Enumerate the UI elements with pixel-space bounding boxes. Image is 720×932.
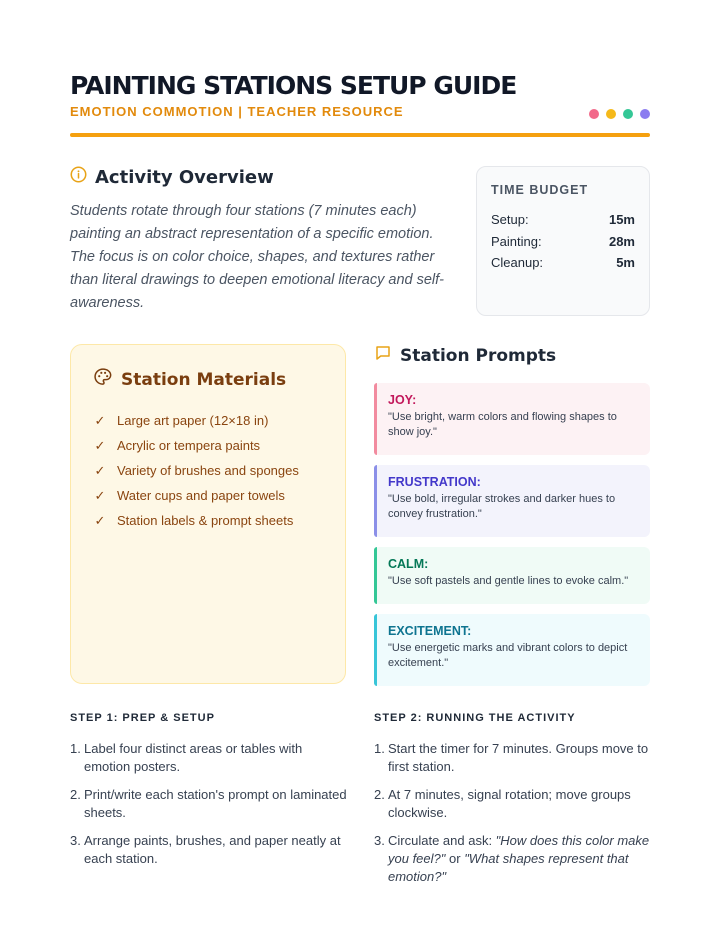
budget-row-setup	[491, 209, 635, 231]
prompts-title: Station Prompts	[400, 345, 557, 366]
budget-value: 28m	[608, 233, 635, 249]
dot-yellow	[606, 109, 616, 119]
dot-pink	[589, 109, 599, 119]
list-item	[70, 832, 350, 868]
check-icon: ✓	[94, 462, 106, 478]
prompt-joy	[374, 383, 650, 455]
step-number: 3.	[374, 833, 385, 848]
step-2-list	[374, 740, 654, 886]
list-item	[93, 458, 323, 483]
material-label: Water cups and paper towels	[117, 488, 285, 503]
dot-green	[623, 109, 633, 119]
step-text	[388, 832, 654, 886]
check-icon: ✓	[94, 512, 106, 528]
list-item	[374, 832, 654, 886]
overview-text: Students rotate through four stations (7 minutes each) painting an abstract representation of a specific emotion. The focus is on color choice, shapes, and textures rather than literal drawings to deepen emotional literacy and self-awareness.	[70, 203, 444, 311]
material-label: Acrylic or tempera paints	[117, 438, 261, 453]
list-item	[374, 740, 654, 776]
prompt-label: CALM:	[388, 557, 429, 571]
step-text: Start the timer for 7 minutes. Groups move to first station.	[388, 741, 649, 774]
prompt-text: "Use bright, warm colors and flowing shapes to show joy."	[388, 411, 617, 438]
prompt-label: FRUSTRATION:	[388, 475, 481, 489]
prompt-text: "Use bold, irregular strokes and darker hues to convey frustration."	[388, 493, 616, 520]
prompt-calm	[374, 547, 650, 604]
material-label: Large art paper (12×18 in)	[117, 413, 269, 428]
step-1-section	[70, 712, 350, 878]
material-label: Station labels & prompt sheets	[117, 513, 294, 528]
step-1-list	[70, 740, 350, 868]
step-2-section	[374, 712, 654, 896]
speech-bubble-icon	[374, 344, 392, 367]
check-icon: ✓	[94, 412, 106, 428]
question-1: "How does this color make you feel?"	[388, 833, 650, 866]
check-icon: ✓	[94, 437, 106, 453]
prompt-label: EXCITEMENT:	[388, 624, 472, 638]
activity-overview	[70, 166, 450, 315]
step-number: 2.	[374, 787, 385, 802]
step-2-title: STEP 2: RUNNING THE ACTIVITY	[374, 712, 576, 724]
decorative-dots	[589, 109, 650, 119]
budget-value: 15m	[608, 212, 635, 227]
step-text: Print/write each station's prompt on laminated sheets.	[84, 787, 347, 820]
list-item	[93, 433, 323, 458]
step-number: 2.	[70, 787, 81, 802]
palette-icon	[93, 367, 113, 392]
step-text: Label four distinct areas or tables with emotion posters.	[84, 741, 303, 774]
page-title: PAINTING STATIONS SETUP GUIDE	[70, 71, 517, 100]
material-label: Variety of brushes and sponges	[117, 463, 299, 478]
step-text-lead: Circulate and ask:	[388, 833, 496, 848]
step-number: 1.	[70, 741, 81, 756]
step-text-or: or	[445, 851, 465, 866]
list-item	[70, 786, 350, 822]
list-item	[93, 508, 323, 533]
budget-row-painting	[491, 231, 635, 253]
step-number: 1.	[374, 741, 385, 756]
prompt-excitement	[374, 614, 650, 686]
prompt-frustration	[374, 465, 650, 537]
info-icon	[70, 166, 87, 188]
header-divider	[70, 133, 650, 137]
budget-label: Cleanup:	[491, 255, 544, 270]
step-text: Arrange paints, brushes, and paper neatly at each station.	[84, 833, 341, 866]
page-header	[70, 70, 650, 119]
prompt-text: "Use soft pastels and gentle lines to evoke calm."	[388, 575, 629, 587]
question-2: "What shapes represent that emotion?"	[388, 851, 629, 884]
step-1-title: STEP 1: PREP & SETUP	[70, 712, 215, 724]
budget-label: Painting:	[491, 233, 542, 249]
step-number: 3.	[70, 833, 81, 848]
station-prompts	[374, 344, 650, 686]
budget-label: Setup:	[491, 212, 529, 227]
time-budget-card	[476, 166, 650, 316]
step-text: At 7 minutes, signal rotation; move groups clockwise.	[388, 787, 631, 820]
materials-list	[93, 408, 323, 533]
overview-title: Activity Overview	[95, 166, 274, 188]
prompt-text: "Use energetic marks and vibrant colors to depict excitement."	[388, 642, 628, 669]
list-item	[70, 740, 350, 776]
page-subtitle: EMOTION COMMOTION | TEACHER RESOURCE	[70, 104, 404, 119]
time-budget-title: TIME BUDGET	[491, 183, 589, 197]
list-item	[93, 483, 323, 508]
list-item	[93, 408, 323, 433]
station-materials-card	[70, 344, 346, 684]
list-item	[374, 786, 654, 822]
check-icon: ✓	[94, 487, 106, 503]
materials-title: Station Materials	[121, 369, 287, 390]
budget-row-cleanup	[491, 252, 635, 274]
prompt-label: JOY:	[388, 393, 417, 407]
budget-value: 5m	[616, 255, 635, 270]
dot-purple	[640, 109, 650, 119]
